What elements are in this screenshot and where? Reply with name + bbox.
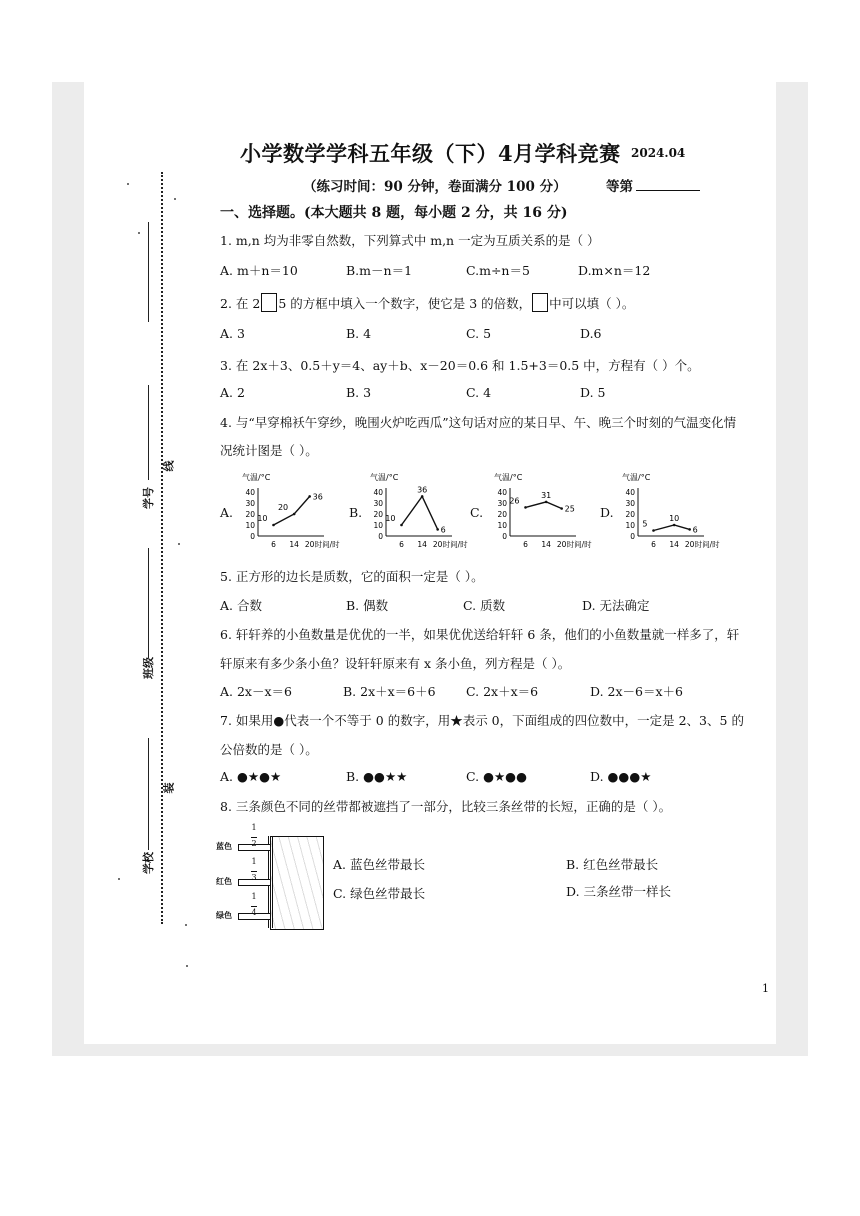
ribbon-label-green: 绿色	[216, 910, 232, 920]
data-point	[545, 501, 548, 504]
data-label: 26	[509, 496, 520, 506]
y-axis-label: 气温/°C	[242, 473, 271, 482]
x-axis-label: 时间/时	[314, 540, 340, 549]
data-point	[293, 513, 296, 516]
data-point	[400, 524, 403, 527]
ribbon-figure	[214, 824, 324, 930]
q3-option-a[interactable]: A. 2	[220, 385, 245, 400]
x-tick-label: 14	[669, 540, 679, 549]
section-title: 一、选择题。(本大题共 8 题，每小题 2 分，共 16 分)	[220, 205, 568, 221]
x-axis-label: 时间/时	[694, 540, 720, 549]
q6-option-b[interactable]: B. 2x＋x＝6＋6	[343, 684, 436, 699]
data-label: 10	[257, 514, 268, 523]
data-point	[652, 529, 655, 532]
data-point	[524, 506, 527, 509]
question-6-stem-line2: 轩原来有多少条小鱼？设轩轩原来有 x 条小鱼，列方程是（ ）。	[220, 656, 571, 671]
q2-option-d[interactable]: D.6	[580, 326, 602, 341]
y-tick-label: 0	[250, 532, 255, 541]
y-tick-label: 20	[497, 510, 507, 519]
grade-label: 等第	[606, 179, 633, 195]
data-label: 36	[417, 485, 428, 495]
x-axis-label: 时间/时	[442, 540, 468, 549]
y-tick-label: 10	[625, 521, 635, 530]
student-number-label: 学号	[142, 487, 155, 509]
y-axis-label: 气温/°C	[370, 473, 399, 482]
data-point	[688, 528, 691, 531]
q2-option-b[interactable]: B. 4	[346, 326, 372, 341]
x-tick-label: 6	[523, 540, 528, 549]
ribbon-label-red: 红色	[216, 876, 232, 886]
y-tick-label: 30	[245, 499, 255, 508]
q6-option-d[interactable]: D. 2x－6＝x＋6	[590, 684, 683, 699]
y-tick-label: 0	[630, 532, 635, 541]
temperature-chart-d	[616, 470, 720, 556]
question-3-stem: 3. 在 2x＋3、0.5＋y＝4、ay＋b、x－20＝0.6 和 1.5+3＝0.5 中，方程有（ ）个。	[220, 358, 700, 373]
y-tick-label: 20	[245, 510, 255, 519]
q7-option-b[interactable]: B. ●●★★	[346, 769, 408, 784]
x-tick-label: 20	[556, 540, 567, 549]
exam-title: 小学数学学科五年级（下）4月学科竞赛	[240, 141, 621, 166]
y-axis-label: 气温/°C	[494, 473, 523, 482]
y-tick-label: 20	[625, 510, 635, 519]
x-tick-label: 6	[399, 540, 404, 549]
question-7-stem-line1: 7. 如果用●代表一个不等于 0 的数字，用★表示 0，下面组成的四位数中，一定是 2、3、5 的	[220, 713, 744, 728]
page-number: 1	[762, 982, 769, 995]
q1-option-c[interactable]: C.m÷n＝5	[466, 263, 530, 278]
cover-board	[270, 836, 324, 930]
q2-option-a[interactable]: A. 3	[220, 326, 245, 341]
binding-field-line	[148, 738, 149, 850]
question-1-stem: 1. m,n 均为非零自然数，下列算式中 m,n 一定为互质关系的是（ ）	[220, 233, 600, 248]
q5-option-b[interactable]: B. 偶数	[346, 598, 389, 613]
q3-option-c[interactable]: C. 4	[466, 385, 492, 400]
data-point	[308, 495, 311, 498]
x-tick-label: 14	[541, 540, 551, 549]
exam-paper	[84, 82, 776, 1044]
y-tick-label: 40	[625, 488, 635, 497]
q8-option-a[interactable]: A. 蓝色丝带最长	[333, 857, 425, 872]
x-tick-label: 20	[432, 540, 443, 549]
fraction-third: 1 3	[251, 857, 257, 882]
data-label: 31	[541, 490, 552, 500]
q8-option-c[interactable]: C. 绿色丝带最长	[333, 886, 426, 901]
q7-option-a[interactable]: A. ●★●★	[220, 769, 282, 784]
x-tick-label: 20	[304, 540, 315, 549]
temperature-chart-b	[364, 470, 468, 556]
school-label: 学校	[142, 852, 155, 874]
q5-option-a[interactable]: A. 合数	[220, 598, 262, 613]
temperature-line	[654, 525, 690, 531]
temperature-chart-a	[236, 470, 340, 556]
grade-blank[interactable]	[636, 190, 700, 191]
y-tick-label: 10	[497, 521, 507, 530]
question-6-stem-line1: 6. 轩轩养的小鱼数量是优优的一半，如果优优送给轩轩 6 条，他们的小鱼数量就一样多了，轩	[220, 627, 740, 642]
q5-option-c[interactable]: C. 质数	[463, 598, 506, 613]
q2-option-c[interactable]: C. 5	[466, 326, 492, 341]
q7-option-c[interactable]: C. ●★●●	[466, 769, 527, 784]
question-5-stem: 5. 正方形的边长是质数，它的面积一定是（ ）。	[220, 569, 484, 584]
binding-field-line	[148, 548, 149, 658]
data-point	[421, 495, 424, 498]
x-tick-label: 20	[684, 540, 695, 549]
blank-box	[532, 293, 548, 312]
y-tick-label: 0	[502, 532, 507, 541]
question-4-stem-line1: 4. 与“早穿棉袄午穿纱，晚围火炉吃西瓜”这句话对应的某日早、午、晚三个时刻的气温变化情	[220, 415, 737, 430]
x-tick-label: 14	[417, 540, 427, 549]
blank-box	[261, 293, 277, 312]
data-label: 20	[277, 503, 289, 512]
q2-stem-part-a: 2. 在 2	[220, 296, 261, 311]
data-point	[436, 528, 439, 531]
q3-option-d[interactable]: D. 5	[580, 385, 606, 400]
q4-option-c[interactable]: C.	[470, 505, 484, 520]
temperature-line	[526, 502, 562, 509]
q2-stem-part-b: 5 的方框中填入一个数字，使它是 3 的倍数，	[278, 296, 532, 311]
q2-stem-part-c: 中可以填（ ）。	[549, 296, 635, 311]
y-tick-label: 20	[373, 510, 383, 519]
question-8-stem: 8. 三条颜色不同的丝带都被遮挡了一部分，比较三条丝带的长短，正确的是（ ）。	[220, 799, 672, 814]
exam-subtitle: （练习时间：90 分钟，卷面满分 100 分）	[303, 179, 567, 195]
q5-option-d[interactable]: D. 无法确定	[582, 598, 650, 613]
fraction-half: 1 2	[251, 823, 257, 848]
ribbon-label-blue: 蓝色	[216, 841, 232, 851]
y-tick-label: 40	[245, 488, 255, 497]
temperature-chart-c	[488, 470, 594, 556]
data-point	[272, 524, 275, 527]
q6-option-c[interactable]: C. 2x＋x＝6	[466, 684, 539, 699]
data-point	[560, 507, 563, 510]
q8-option-d[interactable]: D. 三条丝带一样长	[566, 884, 672, 899]
y-tick-label: 10	[373, 521, 383, 530]
y-tick-label: 30	[497, 499, 507, 508]
binding-field-line	[148, 385, 149, 480]
data-label: 10	[385, 514, 396, 523]
q1-option-a[interactable]: A. m＋n＝10	[220, 263, 298, 278]
data-label: 6	[440, 525, 446, 535]
x-tick-label: 14	[289, 540, 299, 549]
y-tick-label: 40	[497, 488, 507, 497]
data-label: 25	[564, 504, 575, 514]
question-7-stem-line2: 公倍数的是（ ）。	[220, 742, 318, 757]
q1-option-d[interactable]: D.m×n＝12	[578, 263, 651, 278]
temperature-line	[402, 496, 438, 529]
x-axis-label: 时间/时	[566, 540, 592, 549]
cut-line-char: 线	[162, 460, 176, 472]
bind-line-char: 装	[162, 782, 176, 794]
y-tick-label: 30	[625, 499, 635, 508]
binding-field-line	[148, 222, 149, 322]
q4-option-a[interactable]: A.	[220, 505, 234, 520]
question-4-stem-line2: 况统计图是（ ）。	[220, 443, 318, 458]
x-tick-label: 6	[271, 540, 276, 549]
exam-date: 2024.04	[631, 146, 686, 160]
data-label: 36	[312, 492, 323, 502]
q7-option-d[interactable]: D. ●●●★	[590, 769, 652, 784]
y-tick-label: 40	[373, 488, 383, 497]
x-tick-label: 6	[651, 540, 656, 549]
data-point	[673, 524, 676, 527]
class-label: 班级	[142, 657, 155, 679]
q6-option-a[interactable]: A. 2x－x＝6	[220, 684, 292, 699]
q3-option-b[interactable]: B. 3	[346, 385, 372, 400]
y-tick-label: 30	[373, 499, 383, 508]
y-tick-label: 10	[245, 521, 255, 530]
q4-option-d[interactable]: D.	[600, 505, 614, 520]
data-label: 6	[692, 525, 698, 535]
fraction-quarter: 1 4	[251, 892, 257, 917]
q1-option-b[interactable]: B.m－n＝1	[346, 263, 413, 278]
y-axis-label: 气温/°C	[622, 473, 651, 482]
y-tick-label: 0	[378, 532, 383, 541]
question-2-stem	[220, 293, 634, 312]
q4-option-b[interactable]: B.	[349, 505, 363, 520]
q8-option-b[interactable]: B. 红色丝带最长	[566, 857, 659, 872]
data-label: 5	[642, 519, 648, 529]
binding-dotted-line	[161, 172, 163, 924]
data-label: 10	[669, 514, 680, 523]
